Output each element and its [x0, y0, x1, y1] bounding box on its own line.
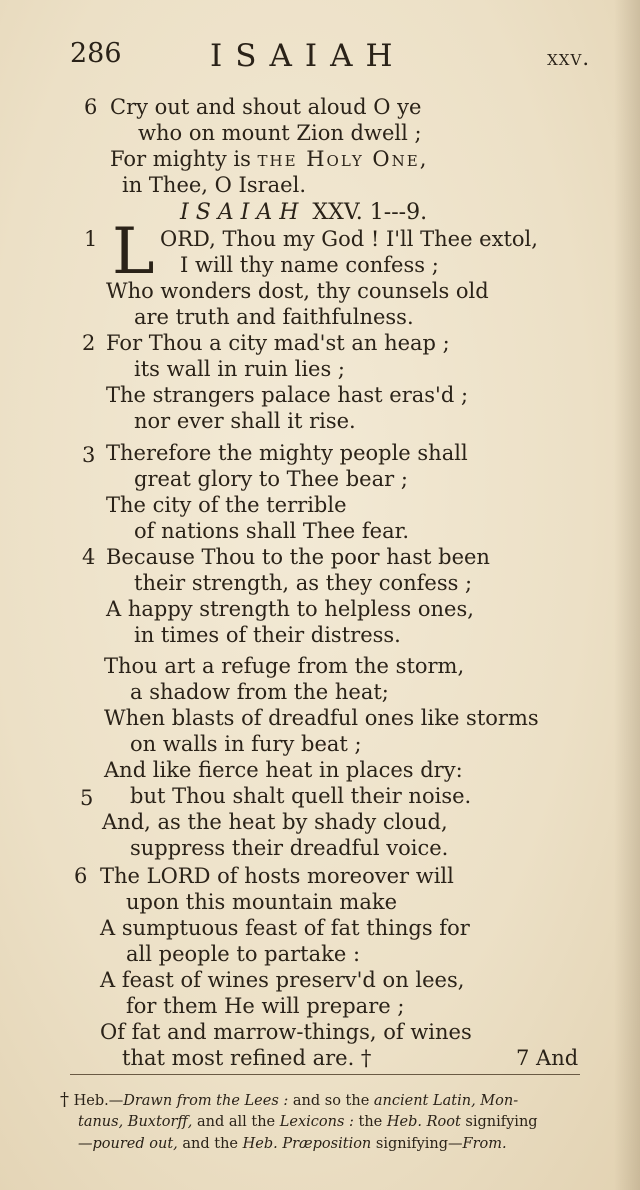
footnote-text: and so the — [288, 1093, 374, 1109]
verse-text: For mighty is — [110, 147, 258, 171]
verse-line: of nations shall Thee fear. — [134, 519, 410, 543]
footnote-italic: Lexicons : — [279, 1114, 354, 1130]
page-header — [70, 38, 590, 78]
footnote-text: the — [353, 1114, 387, 1130]
verse-line: Because Thou to the poor hast been — [106, 545, 490, 569]
footnote-italic: Drawn from the Lees : — [123, 1093, 289, 1109]
verse-line: for them He will prepare ; — [126, 994, 405, 1018]
footnote-line — [78, 1134, 608, 1154]
verse-line: their strength, as they confess ; — [134, 571, 473, 595]
footnote-italic: From. — [462, 1136, 507, 1152]
verse-number: 5 — [80, 786, 94, 810]
verse-number: 2 — [82, 331, 96, 355]
page-number: 286 — [70, 38, 122, 69]
footnote-text: and the — [177, 1136, 243, 1152]
title-reference: XXV. 1---9. — [305, 200, 428, 225]
verse-number: 3 — [82, 443, 96, 467]
page-edge-shadow — [614, 0, 640, 1190]
verse-line: on walls in fury beat ; — [130, 732, 362, 756]
footnote-line — [60, 1090, 590, 1111]
verse-line: that most refined are. † — [122, 1046, 372, 1070]
verse-line: I will thy name confess ; — [180, 253, 439, 277]
verse-line: ORD, Thou my God ! I'll Thee extol, — [160, 227, 538, 251]
verse-line: Who wonders dost, thy counsels old — [106, 279, 489, 303]
footnote-italic: ancient Latin, Mon- — [373, 1093, 519, 1109]
footnote-text: Heb.— — [73, 1093, 124, 1109]
verse-line: A happy strength to helpless ones, — [106, 597, 474, 621]
verse-line: suppress their dreadful voice. — [130, 836, 449, 860]
verse-line: in Thee, O Israel. — [122, 173, 306, 197]
verse-line: all people to partake : — [126, 942, 361, 966]
verse-line: but Thou shalt quell their noise. — [130, 784, 472, 808]
chapter-mark: xxv. — [547, 46, 590, 70]
verse-line: The city of the terrible — [106, 493, 347, 517]
verse-line: a shadow from the heat; — [130, 680, 389, 704]
running-head: ISAIAH — [210, 38, 406, 74]
verse-line: And like fierce heat in places dry: — [104, 758, 463, 782]
footnote-rule — [70, 1074, 580, 1075]
verse-number: 1 — [84, 227, 98, 251]
footnote-text: signifying — [460, 1114, 538, 1130]
verse-line: The LORD of hosts moreover will — [100, 864, 454, 888]
footnote-line — [78, 1112, 608, 1132]
drop-cap: L — [112, 215, 155, 289]
verse-line: Thou art a refuge from the storm, — [104, 654, 465, 678]
verse-line: Therefore the mighty people shall — [106, 441, 468, 465]
footnote-italic: Heb. Præposition — [242, 1136, 372, 1152]
verse-line: who on mount Zion dwell ; — [138, 121, 422, 145]
verse-line — [110, 146, 428, 172]
verse-line: nor ever shall it rise. — [134, 409, 356, 433]
catchword: 7 And — [516, 1046, 579, 1070]
verse-line: its wall in ruin lies ; — [134, 357, 345, 381]
verse-line: A sumptuous feast of fat things for — [100, 916, 470, 940]
footnote-dagger: † — [60, 1089, 69, 1110]
verse-line: And, as the heat by shady cloud, — [102, 810, 448, 834]
verse-line: upon this mountain make — [126, 890, 398, 914]
verse-number: 4 — [82, 545, 96, 569]
verse-line: For Thou a city mad'st an heap ; — [106, 331, 450, 355]
title-book: ISAIAH — [180, 200, 306, 225]
verse-line: Of fat and marrow-things, of wines — [100, 1020, 472, 1044]
footnote-italic: tanus, Buxtorff, — [78, 1114, 193, 1130]
verse-line: are truth and faithfulness. — [134, 305, 414, 329]
holy-one-smallcaps: the Holy One, — [257, 147, 429, 171]
verse-line: great glory to Thee bear ; — [134, 467, 408, 491]
verse-line: A feast of wines preserv'd on lees, — [100, 968, 465, 992]
footnote-italic: Heb. Root — [386, 1114, 461, 1130]
verse-number: 6 — [84, 95, 98, 119]
verse-line: When blasts of dreadful ones like storms — [104, 706, 539, 730]
verse-line: Cry out and shout aloud O ye — [110, 95, 422, 119]
verse-line: in times of their distress. — [134, 623, 401, 647]
verse-line: The strangers palace hast eras'd ; — [106, 383, 469, 407]
footnote-text: signifying— — [371, 1136, 463, 1152]
footnote-italic: —poured out, — [78, 1136, 178, 1152]
footnote-text: and all the — [192, 1114, 280, 1130]
section-title — [180, 200, 427, 225]
verse-number: 6 — [74, 864, 88, 888]
